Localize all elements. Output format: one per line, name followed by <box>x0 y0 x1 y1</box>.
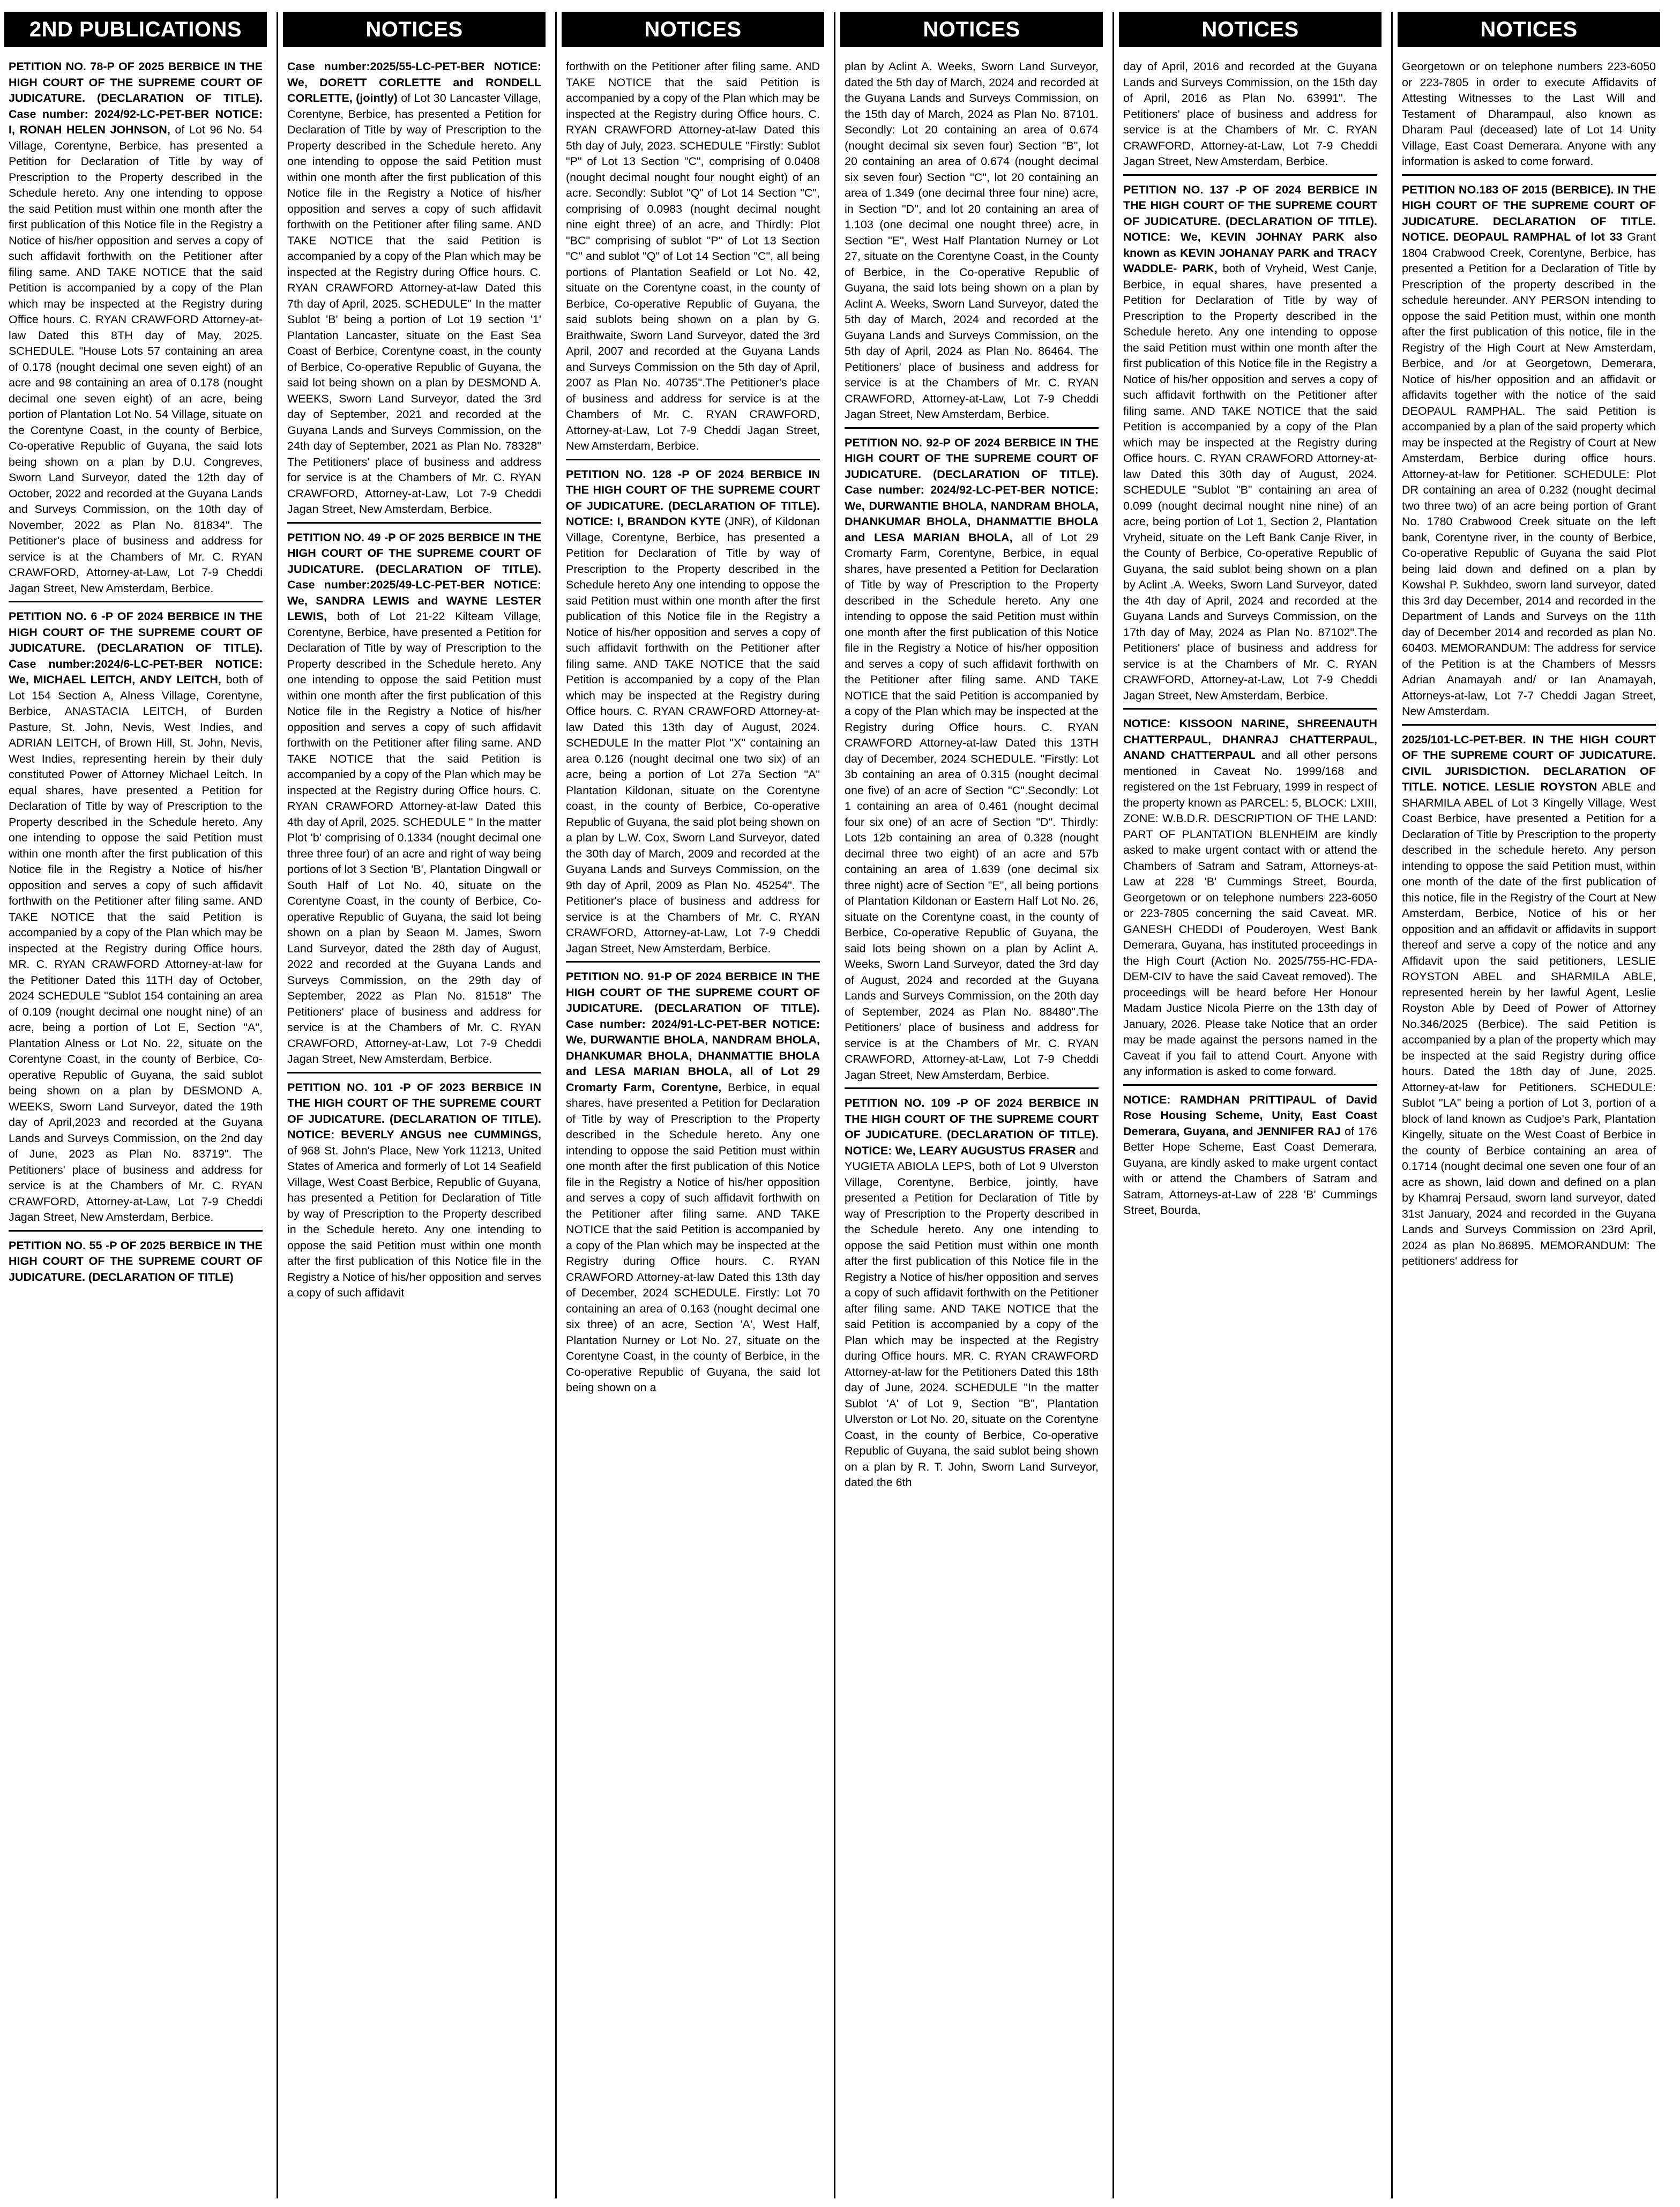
notice-heading: PETITION NO.183 OF 2015 (BERBICE). IN THE HIGH COURT OF THE SUPREME COURT OF JUDICATURE. DECLARATION OF TITLE. NOTICE. DEOPAUL RAMPHAL of lot 33 <box>1402 183 1656 243</box>
divider <box>1123 1084 1377 1086</box>
column-body <box>4 59 267 1285</box>
notice-heading: PETITION NO. 91-P OF 2024 BERBICE IN THE HIGH COURT OF THE SUPREME COURT OF JUDICATURE. (DECLARATION OF TITLE). Case number: 2024/91-LC-PET-BER NOTICE: We, DURWANTIE BHOLA, NANDRAM BHOLA, DHANKUMAR BHOLA, DHANMATTIE BHOLA and LESA MARIAN BHOLA, all of Lot 29 Cromarty Farm, Corentyne, <box>566 970 820 1094</box>
notice-heading: PETITION NO. 55 -P OF 2025 BERBICE IN THE HIGH COURT OF THE SUPREME COURT OF JUDICATURE. (DECLARATION OF TITLE) <box>9 1239 263 1284</box>
column-2 <box>283 12 546 2198</box>
notice-heading: PETITION NO. 92-P OF 2024 BERBICE IN THE HIGH COURT OF THE SUPREME COURT OF JUDICATURE. (DECLARATION OF TITLE). Case number: 2024/92-LC-PET-BER NOTICE: We, DURWANTIE BHOLA, NANDRAM BHOLA, DHANKUMAR BHOLA, DHANMATTIE BHOLA and LESA MARIAN BHOLA, <box>845 436 1099 544</box>
notice-heading: NOTICE: KISSOON NARINE, SHREENAUTH CHATTERPAUL, DHANRAJ CHATTERPAUL, ANAND CHATTERPAUL <box>1123 717 1377 762</box>
column-4 <box>840 12 1103 2198</box>
notice-text: of Lot 96 No. 54 Village, Corentyne, Berbice, has presented a Petition for Declaration of Title by way of Prescription to the Property described in the Schedule hereto. Any one intending to oppose the said Petition must within one month after the first publication of this Notice file in the Registry a Notice of his/her opposition and serves a copy of such affidavit forthwith on the Petitioner after filing same. AND TAKE NOTICE that the said Petition is accompanied by a copy of the Plan which may be inspected at the Registry during Office hours. C. RYAN CRAWFORD Attorney-at-law Dated this 8TH day of May, 2025. SCHEDULE. "House Lots 57 containing an area of 0.178 (nought decimal one seven eight) of an acre and 98 containing an area of 0.178 (nought decimal one seven eight) of an acre, being portion of Plantation Lot No. 54 Village, situate on the Corentyne Coast, in the county of Berbice, Co-operative Republic of Guyana, the said lots being shown on a plan by D.U. Congreves, Sworn Land Surveyor, dated the 12th day of October, 2022 and recorded at the Guyana Lands and Surveys Commission, on the 10th day of November, 2022 as Plan No. 81834". The Petitioner's place of business and address for service is at the Chambers of Mr. C. RYAN CRAWFORD, Attorney-at-Law, Lot 7-9 Cheddi Jagan Street, New Amsterdam, Berbice. <box>9 123 263 595</box>
notice-text: day of April, 2016 and recorded at the Guyana Lands and Surveys Commission, on the 15th day of April, 2016 as Plan No. 63991". The Petitioners' place of business and address for service is at the Chambers of Mr. C. RYAN CRAWFORD, Attorney-at-Law, Lot 7-9 Cheddi Jagan Street, New Amsterdam, Berbice. <box>1123 60 1377 168</box>
column-header: NOTICES <box>283 12 546 47</box>
divider <box>9 601 263 602</box>
divider <box>287 522 541 524</box>
notice-text: of 968 St. John's Place, New York 11213, United States of America and formerly of Lot 14 Seafield Village, West Coast Berbice, Republic of Guyana, has presented a Petition for Declaration of Title by way of Prescription to the Property described in the Schedule hereto. Any one intending to oppose the said Petition must within one month after the first publication of this Notice file in the Registry a Notice of his/her opposition and serves a copy of such affidavit <box>287 1144 541 1299</box>
column-rule <box>277 12 278 2198</box>
notice-heading: PETITION NO. 6 -P OF 2024 BERBICE IN THE HIGH COURT OF THE SUPREME COURT OF JUDICATURE. (DECLARATION OF TITLE). Case number:2024/6-LC-PET-BER NOTICE: We, MICHAEL LEITCH, ANDY LEITCH, <box>9 610 263 686</box>
notice <box>1402 182 1656 720</box>
notice-heading: NOTICE: RAMDHAN PRITTIPAUL of David Rose Housing Scheme, Unity, East Coast Demerara, Guyana, and JENNIFER RAJ <box>1123 1093 1377 1138</box>
notice-text: Berbice, in equal shares, have presented a Petition for Declaration of Title by way of Prescription to the Property described in the Schedule hereto. Any one intending to oppose the said Petition must within one month after the first publication of this Notice file in the Registry a Notice of his/her opposition and serves a copy of such affidavit forthwith on the Petitioner after filing same. AND TAKE NOTICE that the said Petition is accompanied by a copy of the Plan which may be inspected at the Registry during Office hours. C. RYAN CRAWFORD Attorney-at-law Dated this 13th day of December, 2024 SCHEDULE. Firstly: Lot 70 containing an area of 0.163 (nought decimal one six three) of an acre, Section 'A', West Half, Plantation Nurney or Lot No. 27, situate on the Corentyne Coast, in the county of Berbice, in the Co-operative Republic of Guyana, the said lot being shown on a <box>566 1080 820 1394</box>
column-body <box>1119 59 1382 1219</box>
divider <box>1123 708 1377 710</box>
divider <box>845 1087 1099 1089</box>
column-1 <box>4 12 267 2198</box>
column-header: 2ND PUBLICATIONS <box>4 12 267 47</box>
notice <box>9 1238 263 1286</box>
notice-text: ABLE and SHARMILA ABEL of Lot 3 Kingelly Village, West Coast Berbice, have presented a Petition for a Declaration of Title by Prescription to the property described in the schedule hereto. Any person intending to oppose the said Petition must, within one month of the date of the first publication of this notice, file in the Registry of the Court at New Amsterdam, Berbice, Notice of his or her opposition and an affidavit or affidavits in support thereof and serve a copy of the notice and any Affidavit upon the said petitioners, LESLIE ROYSTON ABEL and SHARMILA ABLE, represented herein by her lawful Agent, Leslie Royston Able by Deed of Power of Attorney No.346/2025 (Berbice). The said Petition is accompanied by a plan of the property which may be inspected at the said Registry during office hours. Dated the 18th day of June, 2025. Attorney-at-law for Petitioners. SCHEDULE: Sublot "LA" being a portion of Lot 3, portion of a block of land known as Cudjoe's Park, Plantation Kingelly, situate on the West Coast of Berbice in the county of Berbice containing an area of 0.1714 (nought decimal one seven one four of an acre as shown, laid down and defined on a plan by Khamraj Persaud, sworn land surveyor, dated 31st January, 2024 and recorded in the Guyana Lands and Surveys Commission on 23rd April, 2024 as plan No.86895. MEMORANDUM: The petitioners' address for <box>1402 780 1656 1267</box>
notice-heading: Case number:2025/55-LC-PET-BER NOTICE: We, DORETT CORLETTE and RONDELL CORLETTE, (jointly) <box>287 60 541 105</box>
column-body <box>1398 59 1660 1270</box>
divider <box>566 961 820 963</box>
notice <box>287 530 541 1068</box>
notice-text: and all other persons mentioned in Caveat No. 1999/168 and registered on the 1st February, 1999 in respect of the property known as PARCEL: 5, BLOCK: LXIII, ZONE: W.B.D.R. DESCRIPTION OF THE LAND: PART OF PLANTATION BLENHEIM are kindly asked to make urgent contact with or attend the Chambers of Satram and Satram, Attorneys-at-Law at 228 'B' Cummings Street, Bourda, Georgetown or on telephone numbers 223-6050 or 223-7805 concerning the said Caveat. MR. GANESH CHEDDI of Pouderoyen, West Bank Demerara, Guyana, has instituted proceedings in the High Court (Action No. 2025/755-HC-FDA-DEM-CIV to have the said Caveat removed). The proceedings will be heard before Her Honour Madam Justice Nicola Pierre on the 13th day of January, 2026. Please take Notice that an order may be made against the persons named in the Caveat if you fail to attend Court. Anyone with any information is asked to come forward. <box>1123 749 1378 1078</box>
divider <box>9 1230 263 1232</box>
notice-text: Grant 1804 Crabwood Creek, Corentyne, Berbice, has presented a Petition for a Declaration of Title by Prescription of the property described in the schedule hereunder. ANY PERSON intending to oppose the said Petition must, within one month after the first publication of this notice, file in the Registry of the High Court at New Amsterdam, Berbice, and /or at Georgetown, Demerara, Notice of his/her opposition and an affidavit or affidavits together with the notice of the said DEOPAUL RAMPHAL. The said Petition is accompanied by a plan of the said property which may be inspected at the Registry of Court at New Amsterdam, Berbice during office hours. Attorney-at-law for Petitioner. SCHEDULE: Plot DR containing an area of 0.232 (nought decimal two three two) of an acre being portion of Grant No. 1780 Crabwood Creek situate on the left bank, Corentyne river, in the county of Berbice, Co-operative Republic of Guyana the said Plot being laid down and defined on a plan by Kowshal P. Sukhdeo, sworn land surveyor, dated this 3rd day December, 2014 and recorded in the Department of Lands and Surveys on the 11th day of December 2014 and recorded as plan No. 60403. MEMORANDUM: The address for service of the Petition is at the Chambers of Messrs Adrian Anamayah and/ or Ian Anamayah, Attorneys-at-law, Lot 7-7 Cheddi Jagan Street, New Amsterdam. <box>1402 230 1656 718</box>
column-rule <box>834 12 835 2198</box>
column-header: NOTICES <box>562 12 824 47</box>
notice <box>566 969 820 1396</box>
notice <box>845 1095 1099 1491</box>
notice-text: both of Lot 154 Section A, Alness Village, Corentyne, Berbice, ANASTACIA LEITCH, of Burden Pasture, St. John, Nevis, West Indies, and ADRIAN LEITCH, of Brown Hill, St. John, Nevis, West Indies, representing herein by their duly constituted Power of Attorney Michael Leitch. In equal shares, have presented a Petition for Declaration of Title by way of Prescription to the Property described in the Schedule hereto. Any one intending to oppose the said Petition must within one month after the first publication of this Notice file in the Registry a Notice of his/her opposition and serves a copy of such affidavit forthwith on the Petitioner after filing same. AND TAKE NOTICE that the said Petition is accompanied by a copy of the Plan which may be inspected at the Registry during Office hours. MR. C. RYAN CRAWFORD Attorney-at-law for the Petitioner Dated this 11TH day of October, 2024 SCHEDULE "Sublot 154 containing an area of 0.109 (nought decimal one nought nine) of an acre, being a portion of Lot E, Section "A", Plantation Alness or Lot No. 22, situate on the Corentyne Coast, in the county of Berbice, Co-operative Republic of Guyana, the said sublot being shown on a plan by DESMOND A. WEEKS, Sworn Land Surveyor, dated the 19th day of April,2023 and recorded at the Guyana Lands and Surveys Commission, on the 2nd day of June, 2023 as Plan No. 83719". The Petitioners' place of business and address for service is at the Chambers of Mr. C. RYAN CRAWFORD, Attorney-at-Law, Lot 7-9 Cheddi Jagan Street, New Amsterdam, Berbice. <box>9 673 263 1224</box>
notice <box>9 609 263 1226</box>
notice-heading: PETITION NO. 109 -P OF 2024 BERBICE IN THE HIGH COURT OF THE SUPREME COURT OF JUDICATURE. (DECLARATION OF TITLE). NOTICE: We, LEARY AUGUSTUS FRASER <box>845 1097 1099 1157</box>
divider <box>287 1072 541 1073</box>
notice <box>845 59 1099 423</box>
column-rule <box>1112 12 1114 2198</box>
notice-text: all of Lot 29 Cromarty Farm, Corentyne, Berbice, in equal shares, have presented a Petition for Declaration of Title by way of Prescription to the Property described in the Schedule hereto. Any one intending to oppose the said Petition must within one month after the first publication of this Notice file in the Registry a Notice of his/her opposition and serves a copy of such affidavit forthwith on the Petitioner after filing same. AND TAKE NOTICE that the said Petition is accompanied by a copy of the Plan which may be inspected at the Registry during Office hours. C. RYAN CRAWFORD Attorney-at-law Dated this 13TH day of December, 2024 SCHEDULE. "Firstly: Lot 3b containing an area of 0.315 (nought decimal one five) of an acre of Section "C".Secondly: Lot 1 containing an area of 0.461 (nought decimal four six one) of an acre of Section "D". Thirdly: Lots 12b containing an area of 0.328 (nought decimal three two eight) of an acre and 57b containing an area of 1.639 (one decimal six three night) acre of Section "E", all being portions of Plantation Kildonan or Eastern Half Lot No. 26, situate on the Corentyne coast, in the county of Berbice, Co-operative Republic of Guyana, the said lots being shown on a plan by Aclint A. Weeks, Sworn Land Surveyor, dated the 3rd day of August, 2024 and recorded at the Guyana Lands and Surveys Commission, on the 20th day of September, 2024 as Plan No. 88480".The Petitioners' place of business and address for service is at the Chambers of Mr. C. RYAN CRAWFORD, Attorney-at-Law, Lot 7-9 Cheddi Jagan Street, New Amsterdam, Berbice. <box>845 531 1099 1082</box>
notice <box>1123 182 1377 704</box>
column-header: NOTICES <box>1398 12 1660 47</box>
column-3 <box>562 12 824 2198</box>
notice <box>566 59 820 454</box>
notice-text: of Lot 30 Lancaster Village, Corentyne, Berbice, has presented a Petition for Declaration of Title by way of Prescription to the Property described in the Schedule hereto. Any one intending to oppose the said Petition must within one month after the first publication of this Notice file in the Registry a Notice of his/her opposition and serves a copy of such affidavit forthwith on the Petitioner after filing same. AND TAKE NOTICE that the said Petition is accompanied by a copy of the Plan which may be inspected at the Registry during Office hours. C. RYAN CRAWFORD Attorney-at-law Dated this 7th day of April, 2025. SCHEDULE" In the matter Sublot 'B' being a portion of Lot 19 section '1' Plantation Lancaster, situate on the East Sea Coast of Berbice, Corentyne coast, in the county of Berbice, Co-operative Republic of Guyana, the said lot being shown on a plan by DESMOND A. WEEKS, Sworn Land Surveyor, dated the 3rd day of September, 2021 and recorded at the Guyana Lands and Surveys Commission, on the 24th day of September, 2021 as Plan No. 78328" The Petitioners' place of business and address for service is at the Chambers of Mr. C. RYAN CRAWFORD, Attorney-at-Law, Lot 7-9 Cheddi Jagan Street, New Amsterdam, Berbice. <box>287 92 541 516</box>
notice-heading: PETITION NO. 78-P OF 2025 BERBICE IN THE HIGH COURT OF THE SUPREME COURT OF JUDICATURE. (DECLARATION OF TITLE). Case number: 2024/92-LC-PET-BER NOTICE: I, RONAH HELEN JOHNSON, <box>9 60 263 136</box>
column-header: NOTICES <box>840 12 1103 47</box>
column-rule <box>555 12 557 2198</box>
notice-text: both of Lot 21-22 Kilteam Village, Corentyne, Berbice, have presented a Petition for Declaration of Title by way of Prescription to the Property described in the Schedule hereto. Any one intending to oppose the said Petition must within one month after the first publication of this Notice file in the Registry a Notice of his/her opposition and serves a copy of such affidavit forthwith on the Petitioner after filing same. AND TAKE NOTICE that the said Petition is accompanied by a copy of the Plan which may be inspected at the Registry during Office hours. C. RYAN CRAWFORD Attorney-at-law Dated this 4th day of April, 2025. SCHEDULE " In the matter Plot 'b' comprising of 0.1334 (nought decimal one three three four) of an acre and right of way being portions of lot 3 Section 'B', Plantation Dingwall or South Half of Lot No. 40, situate on the Corentyne Coast, in the county of Berbice, Co-operative Republic of Guyana, the said lot being shown on a plan by Seaon M. James, Sworn Land Surveyor, dated the 28th day of August, 2022 and recorded at the Guyana Lands and Surveys Commission, on the 29th day of September, 2022 as Plan No. 81518" The Petitioners' place of business and address for service is at the Chambers of Mr. C. RYAN CRAWFORD, Attorney-at-Law, Lot 7-9 Cheddi Jagan Street, New Amsterdam, Berbice. <box>287 610 541 1065</box>
notice <box>9 59 263 597</box>
divider <box>1123 174 1377 176</box>
notice-heading: PETITION NO. 101 -P OF 2023 BERBICE IN THE HIGH COURT OF THE SUPREME COURT OF JUDICATURE. (DECLARATION OF TITLE). NOTICE: BEVERLY ANGUS nee CUMMINGS, <box>287 1080 541 1141</box>
notice-heading: PETITION NO. 49 -P OF 2025 BERBICE IN THE HIGH COURT OF THE SUPREME COURT OF JUDICATURE. (DECLARATION OF TITLE). Case number:2025/49-LC-PET-BER NOTICE: We, SANDRA LEWIS and WAYNE LESTER LEWIS, <box>287 531 541 623</box>
notice-text: both of Vryheid, West Canje, Berbice, in equal shares, have presented a Petition for Declaration of Title by way of Prescription to the Property described in the Schedule hereto. Any one intending to oppose the said Petition must within one month after the first publication of this Notice file in the Registry a Notice of his/her opposition and serves a copy of such affidavit forthwith on the Petitioner after filing same. AND TAKE NOTICE that the said Petition is accompanied by a copy of the Plan which may be inspected at the Registry during Office hours. C. RYAN CRAWFORD Attorney-at-law Dated this 30th day of August, 2024. SCHEDULE "Sublot "B" containing an area of 0.099 (nought decimal nought nine nine) of an acre, being portion of Lot 1, Section 2, Plantation Vryheid, situate on the Left Bank Canje River, in the County of Berbice, Co-operative Republic of Guyana, the said sublot being shown on a plan by Aclint .A. Weeks, Sworn Land Surveyor, dated the 4th day of April, 2024 and recorded at the Guyana Lands and Surveys Commission, on the 17th day of May, 2024 as Plan No. 87102".The Petitioners' place of business and address for service is at the Chambers of Mr. C. RYAN CRAWFORD, Attorney-at-Law, Lot 7-9 Cheddi Jagan Street, New Amsterdam, Berbice. <box>1123 262 1378 702</box>
divider <box>1402 174 1656 176</box>
divider <box>845 427 1099 429</box>
notice <box>287 1080 541 1301</box>
column-6 <box>1398 12 1660 2198</box>
notice <box>1123 1092 1377 1219</box>
notice <box>1123 59 1377 170</box>
notice <box>845 435 1099 1084</box>
divider <box>566 459 820 460</box>
notice-text: Georgetown or on telephone numbers 223-6050 or 223-7805 in order to execute Affidavits of Attesting Witnesses to the Last Will and Testament of Dharampaul, also known as Dharam Paul (deceased) late of Lot 14 Unity Village, East Coast Demerara. Anyone with any information is asked to come forward. <box>1402 60 1656 168</box>
notice-text: (JNR), of Kildonan Village, Corentyne, Berbice, has presented a Petition for Declaration of Title by way of Prescription to the Property described in the Schedule hereto Any one intending to oppose the said Petition must within one month after the first publication of this Notice file in the Registry a Notice of his/her opposition and serves a copy of such affidavit forthwith on the Petitioner after filing same. AND TAKE NOTICE that the said Petition is accompanied by a copy of the Plan which may be inspected at the Registry during Office hours. C. RYAN CRAWFORD Attorney-at-law Dated this 13th day of August, 2024. SCHEDULE In the matter Plot "X" containing an area 0.126 (nought decimal one two six) of an acre, being a portion of Lot 27a Section "A" Plantation Kildonan, situate on the Corentyne coast, in the county of Berbice, Co-operative Republic of Guyana, the said plot being shown on a plan by L.W. Cox, Sworn Land Surveyor, dated the 30th day of March, 2009 and recorded at the Guyana Lands and Surveys Commission, on the 9th day of April, 2009 as Plan No. 45254". The Petitioner's place of business and address for service is at the Chambers of Mr. C. RYAN CRAWFORD, Attorney-at-Law, Lot 7-9 Cheddi Jagan Street, New Amsterdam, Berbice. <box>566 515 820 955</box>
column-body <box>562 59 824 1396</box>
notice-text: plan by Aclint A. Weeks, Sworn Land Surveyor, dated the 5th day of March, 2024 and recorded at the Guyana Lands and Surveys Commission, on the 15th day of March, 2024 as Plan No. 87101. Secondly: Lot 20 containing an area of 0.674 (nought decimal six seven four) Section "B", lot 20 containing an area of 0.674 (nought decimal six seven four) Section "C", lot 20 containing an area of 1.349 (one decimal three four nine) acre, in Section "D", and lot 20 containing an area of 1.103 (one decimal one nought three) acre, in Section "E", West Half Plantation Nurney or Lot 27, situate on the Corentyne Coast, in the County of Berbice, in the Co-operative Republic of Guyana, the said lots being shown on a plan by Aclint A. Weeks, Sworn Land Surveyor, dated the 5th day of March, 2024 and recorded at the Guyana Lands and Surveys Commission, on the 5th day of April, 2024 as Plan No. 86464. The Petitioners' place of business and address for service is at the Chambers of Mr. C. RYAN CRAWFORD, Attorney-at-Law, Lot 7-9 Cheddi Jagan Street, New Amsterdam, Berbice. <box>845 60 1099 421</box>
notice-text: of 176 Better Hope Scheme, East Coast Demerara, Guyana, are kindly asked to make urgent contact with or attend the Chambers of Satram and Satram, Attorneys-at-Law of 228 'B' Cummings Street, Bourda, <box>1123 1124 1378 1217</box>
divider <box>1402 724 1656 726</box>
column-header: NOTICES <box>1119 12 1382 47</box>
column-5 <box>1119 12 1382 2198</box>
notice <box>287 59 541 518</box>
notice-text: and YUGIETA ABIOLA LEPS, both of Lot 9 Ulverston Village, Corentyne, Berbice, jointly, have presented a Petition for Declaration of Title by way of Prescription to the Property described in the Schedule hereto. Any one intending to oppose the said Petition must within one month after the first publication of this Notice file in the Registry a Notice of his/her opposition and serves a copy of such affidavit forthwith on the Petitioner after filing same. AND TAKE NOTICE that the said Petition is accompanied by a copy of the Plan which may be inspected at the Registry during Office hours. MR. C. RYAN CRAWFORD Attorney-at-law for the Petitioners Dated this 18th day of June, 2024. SCHEDULE "In the matter Sublot 'A' of Lot 9, Section "B", Plantation Ulverston or Lot No. 20, situate on the Corentyne Coast, in the county of Berbice, Co-operative Republic of Guyana, the said sublot being shown on a plan by R. T. John, Sworn Land Surveyor, dated the 6th <box>845 1144 1099 1489</box>
column-body <box>283 59 546 1301</box>
notice-heading: 2025/101-LC-PET-BER. IN THE HIGH COURT OF THE SUPREME COURT OF JUDICATURE. CIVIL JURISDICTION. DECLARATION OF TITLE. NOTICE. LESLIE ROYSTON <box>1402 733 1656 793</box>
notice <box>1402 59 1656 170</box>
notice <box>1402 732 1656 1270</box>
notice-heading: PETITION NO. 128 -P OF 2024 BERBICE IN THE HIGH COURT OF THE SUPREME COURT OF JUDICATURE. (DECLARATION OF TITLE). NOTICE: I, BRANDON KYTE <box>566 467 820 528</box>
notice <box>1123 716 1377 1080</box>
notice-text: forthwith on the Petitioner after filing same. AND TAKE NOTICE that the said Petition is accompanied by a copy of the Plan which may be inspected at the Registry during Office hours. C. RYAN CRAWFORD Attorney-at-law Dated this 5th day of July, 2023. SCHEDULE "Firstly: Sublot "P" of Lot 13 Section "C", comprising of 0.0408 (nought decimal nought four nought eight) of an acre. Secondly: Sublot "Q" of Lot 14 Section "C", comprising of 0.0983 (nought decimal nought nine eight three) of an acre, and Thirdly: Plot "BC" comprising of sublot "P" of Lot 13 Section "C" and sublot "Q" of Lot 14 Section "C", all being portions of Plantation Seafield or Lot No. 42, situate on the Corentyne coast, in the county of Berbice, Co-operative Republic of Guyana, the said sublots being shown on a plan by G. Braithwaite, Sworn Land Surveyor, dated the 3rd April, 2007 and recorded at the Guyana Lands and Surveys Commission on the 5th day of April, 2007 as Plan No. 40735".The Petitioner's place of business and address for service is at the Chambers of Mr. C. RYAN CRAWFORD, Attorney-at-Law, Lot 7-9 Cheddi Jagan Street, New Amsterdam, Berbice. <box>566 60 820 452</box>
notice <box>566 467 820 957</box>
column-rule <box>1391 12 1393 2198</box>
column-body <box>840 59 1103 1491</box>
notice-heading: PETITION NO. 137 -P OF 2024 BERBICE IN THE HIGH COURT OF THE SUPREME COURT OF JUDICATURE. (DECLARATION OF TITLE). NOTICE: We, KEVIN JOHNAY PARK also known as KEVIN JOHANAY PARK and TRACY WADDLE- PARK, <box>1123 183 1377 275</box>
